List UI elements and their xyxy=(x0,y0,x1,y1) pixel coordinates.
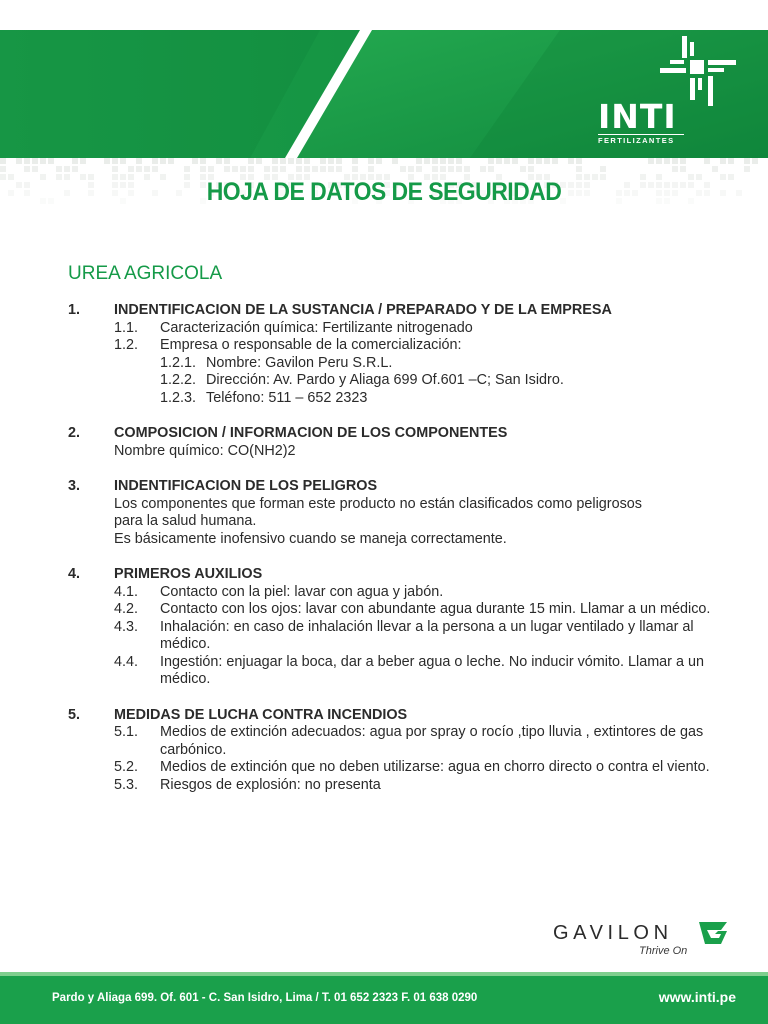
item-text: Medios de extinción que no deben utilizarse: agua en chorro directo o contra el viento. xyxy=(160,759,710,776)
decorative-tile xyxy=(112,158,118,164)
decorative-tile xyxy=(128,166,134,172)
decorative-tile xyxy=(16,182,22,188)
decorative-tile xyxy=(136,166,142,172)
decorative-tile xyxy=(200,166,206,172)
decorative-tile xyxy=(24,166,30,172)
subitem-text: Dirección: Av. Pardo y Aliaga 699 Of.601 –C; San Isidro. xyxy=(206,372,564,389)
section-title: COMPOSICION / INFORMACION DE LOS COMPONENTES xyxy=(114,425,508,442)
decorative-tile xyxy=(352,158,358,164)
decorative-tile xyxy=(432,166,438,172)
section-number: 2. xyxy=(68,425,81,442)
decorative-tile xyxy=(192,158,198,164)
product-name: UREA AGRICOLA xyxy=(68,263,223,284)
item-text: Contacto con los ojos: lavar con abundante agua durante 15 min. Llamar a un médico. xyxy=(160,601,711,618)
decorative-tile xyxy=(208,166,214,172)
decorative-tile xyxy=(752,158,758,164)
section-heading xyxy=(68,478,728,496)
list-item xyxy=(68,337,728,355)
decorative-tile xyxy=(352,166,358,172)
decorative-tile xyxy=(744,158,750,164)
decorative-tile xyxy=(200,158,206,164)
decorative-tile xyxy=(168,158,174,164)
item-number: 4.1. xyxy=(114,583,139,600)
decorative-tile xyxy=(104,158,110,164)
decorative-tile xyxy=(416,158,422,164)
item-text: Empresa o responsable de la comercialización: xyxy=(160,337,462,354)
section-number: 4. xyxy=(68,565,81,582)
decorative-tile xyxy=(248,158,254,164)
section-number: 3. xyxy=(68,477,81,494)
decorative-tile xyxy=(600,166,606,172)
document-content xyxy=(68,302,728,812)
decorative-tile xyxy=(232,166,238,172)
item-number: 4.4. xyxy=(114,653,139,670)
section-heading xyxy=(68,566,728,584)
footer-website-link[interactable]: www.inti.pe xyxy=(658,989,736,1005)
decorative-tile xyxy=(528,166,534,172)
decorative-tile xyxy=(664,158,670,164)
section-title: MEDIDAS DE LUCHA CONTRA INCENDIOS xyxy=(114,706,408,723)
item-number: 1.2. xyxy=(114,337,139,354)
section-text: Nombre químico: CO(NH2)2 xyxy=(114,442,296,459)
decorative-tile xyxy=(0,174,6,180)
decorative-tile xyxy=(240,166,246,172)
decorative-tile xyxy=(728,158,734,164)
subitem-number: 1.2.3. xyxy=(160,389,197,406)
section-5 xyxy=(68,707,728,795)
decorative-tile xyxy=(440,166,446,172)
decorative-tile xyxy=(424,158,430,164)
decorative-tile xyxy=(328,158,334,164)
section-text: Es básicamente inofensivo cuando se maneja correctamente. xyxy=(114,530,507,547)
section-3 xyxy=(68,478,728,548)
item-text: Caracterización química: Fertilizante nitrogenado xyxy=(160,319,473,336)
decorative-tile xyxy=(112,166,118,172)
subitem-text: Teléfono: 511 – 652 2323 xyxy=(206,389,368,406)
item-number: 4.2. xyxy=(114,601,139,618)
decorative-tile xyxy=(32,166,38,172)
list-item xyxy=(68,654,728,689)
decorative-tile xyxy=(712,166,718,172)
decorative-tile xyxy=(512,158,518,164)
decorative-tile xyxy=(8,190,14,196)
decorative-tile xyxy=(296,158,302,164)
list-item xyxy=(68,777,728,795)
decorative-tile xyxy=(336,166,342,172)
section-title: INDENTIFICACION DE LOS PELIGROS xyxy=(114,477,378,494)
section-heading xyxy=(68,707,728,725)
decorative-tile xyxy=(264,166,270,172)
decorative-tile xyxy=(648,158,654,164)
section-1 xyxy=(68,302,728,408)
list-subitem xyxy=(68,355,728,373)
decorative-tile xyxy=(456,158,462,164)
section-number: 5. xyxy=(68,706,81,723)
footer-bar xyxy=(0,972,768,1024)
decorative-tile xyxy=(136,158,142,164)
item-number: 1.1. xyxy=(114,319,139,336)
list-item xyxy=(68,320,728,338)
decorative-tile xyxy=(400,166,406,172)
decorative-tile xyxy=(448,166,454,172)
subitem-number: 1.2.2. xyxy=(160,372,197,389)
subitem-text: Nombre: Gavilon Peru S.R.L. xyxy=(206,354,393,371)
list-item xyxy=(68,619,728,654)
list-item xyxy=(68,584,728,602)
gavilon-logo xyxy=(553,918,733,962)
decorative-tile xyxy=(456,166,462,172)
footer-address: Pardo y Aliaga 699. Of. 601 - C. San Isidro, Lima / T. 01 652 2323 F. 01 638 0290 xyxy=(52,992,478,1004)
decorative-tile xyxy=(672,166,678,172)
brand-subtitle: FERTILIZANTES xyxy=(598,134,684,146)
inti-brand xyxy=(598,97,708,146)
decorative-tile xyxy=(120,158,126,164)
list-item xyxy=(68,759,728,777)
list-subitem xyxy=(68,372,728,390)
item-number: 5.2. xyxy=(114,759,139,776)
decorative-tile xyxy=(320,166,326,172)
decorative-tile xyxy=(288,158,294,164)
footer-divider xyxy=(0,972,768,976)
decorative-tile xyxy=(704,158,710,164)
document-title: HOJA DE DATOS DE SEGURIDAD xyxy=(206,178,562,206)
item-text: Inhalación: en caso de inhalación llevar a la persona a un lugar ventilado y llamar al médico. xyxy=(160,618,694,653)
decorative-tile xyxy=(0,166,6,172)
section-text: Los componentes que forman este producto no están clasificados como peligrosos xyxy=(114,495,642,512)
decorative-tile xyxy=(152,166,158,172)
item-text: Contacto con la piel: lavar con agua y jabón. xyxy=(160,583,444,600)
decorative-tile xyxy=(368,166,374,172)
decorative-tile xyxy=(280,158,286,164)
decorative-tile xyxy=(224,166,230,172)
partner-tagline: Thrive On xyxy=(639,945,688,957)
decorative-tile xyxy=(320,158,326,164)
section-title: INDENTIFICACION DE LA SUSTANCIA / PREPARADO Y DE LA EMPRESA xyxy=(114,302,612,318)
decorative-tile xyxy=(448,158,454,164)
item-text: Riesgos de explosión: no presenta xyxy=(160,777,381,794)
section-title: PRIMEROS AUXILIOS xyxy=(114,565,263,582)
decorative-tile xyxy=(720,158,726,164)
decorative-tile xyxy=(24,190,30,196)
decorative-tile xyxy=(160,158,166,164)
item-number: 5.3. xyxy=(114,777,139,794)
decorative-tile xyxy=(496,158,502,164)
decorative-tile xyxy=(0,158,6,164)
item-text: Ingestión: enjuagar la boca, dar a beber agua o leche. No inducir vómito. Llamar a un médico. xyxy=(160,653,704,688)
decorative-tile xyxy=(576,166,582,172)
decorative-tile xyxy=(568,158,574,164)
decorative-tile xyxy=(744,166,750,172)
decorative-tile xyxy=(184,166,190,172)
list-subitem xyxy=(68,390,728,408)
decorative-tile xyxy=(72,166,78,172)
decorative-tile xyxy=(392,158,398,164)
decorative-tile xyxy=(40,158,46,164)
decorative-tile xyxy=(544,158,550,164)
decorative-tile xyxy=(328,166,334,172)
decorative-tile xyxy=(32,158,38,164)
section-2 xyxy=(68,425,728,460)
decorative-tile xyxy=(272,158,278,164)
decorative-tile xyxy=(680,158,686,164)
decorative-tile xyxy=(680,166,686,172)
item-number: 5.1. xyxy=(114,724,139,741)
section-number: 1. xyxy=(68,302,81,318)
decorative-tile xyxy=(224,158,230,164)
decorative-tile xyxy=(280,166,286,172)
item-number: 4.3. xyxy=(114,618,139,635)
decorative-tile xyxy=(440,158,446,164)
decorative-tile xyxy=(480,166,486,172)
decorative-tile xyxy=(16,158,22,164)
decorative-tile xyxy=(376,158,382,164)
gavilon-mark-icon xyxy=(699,920,729,946)
decorative-tile xyxy=(304,166,310,172)
list-item xyxy=(68,724,728,759)
section-heading xyxy=(68,425,728,443)
decorative-tile xyxy=(336,158,342,164)
decorative-tile xyxy=(416,166,422,172)
decorative-tile xyxy=(408,166,414,172)
decorative-tile xyxy=(8,174,14,180)
decorative-tile xyxy=(296,166,302,172)
decorative-tile xyxy=(144,166,150,172)
decorative-tile xyxy=(520,166,526,172)
decorative-tile xyxy=(368,158,374,164)
decorative-tile xyxy=(312,166,318,172)
decorative-tile xyxy=(464,166,470,172)
subitem-number: 1.2.1. xyxy=(160,354,197,371)
brand-name: INTI xyxy=(598,97,677,136)
decorative-tile xyxy=(552,158,558,164)
decorative-tile xyxy=(216,158,222,164)
decorative-tile xyxy=(272,166,278,172)
decorative-tile xyxy=(432,158,438,164)
decorative-tile xyxy=(488,158,494,164)
decorative-tile xyxy=(504,158,510,164)
decorative-tile xyxy=(64,166,70,172)
decorative-tile xyxy=(672,158,678,164)
decorative-tile xyxy=(304,158,310,164)
decorative-tile xyxy=(80,158,86,164)
partner-name: GAVILON xyxy=(553,922,673,944)
decorative-tile xyxy=(24,182,30,188)
item-text: Medios de extinción adecuados: agua por spray o rocío ,tipo lluvia , extintores de gas carbónico. xyxy=(160,724,704,758)
section-heading xyxy=(68,302,728,320)
decorative-tile xyxy=(488,166,494,172)
decorative-tile xyxy=(536,158,542,164)
decorative-tile xyxy=(256,158,262,164)
decorative-tile xyxy=(56,166,62,172)
decorative-tile xyxy=(576,158,582,164)
decorative-tile xyxy=(152,158,158,164)
decorative-tile xyxy=(24,158,30,164)
list-item xyxy=(68,601,728,619)
decorative-tile xyxy=(48,158,54,164)
section-4 xyxy=(68,566,728,689)
section-text: para la salud humana. xyxy=(114,513,257,530)
decorative-tile xyxy=(528,158,534,164)
decorative-tile xyxy=(248,166,254,172)
decorative-tile xyxy=(656,158,662,164)
decorative-tile xyxy=(72,158,78,164)
